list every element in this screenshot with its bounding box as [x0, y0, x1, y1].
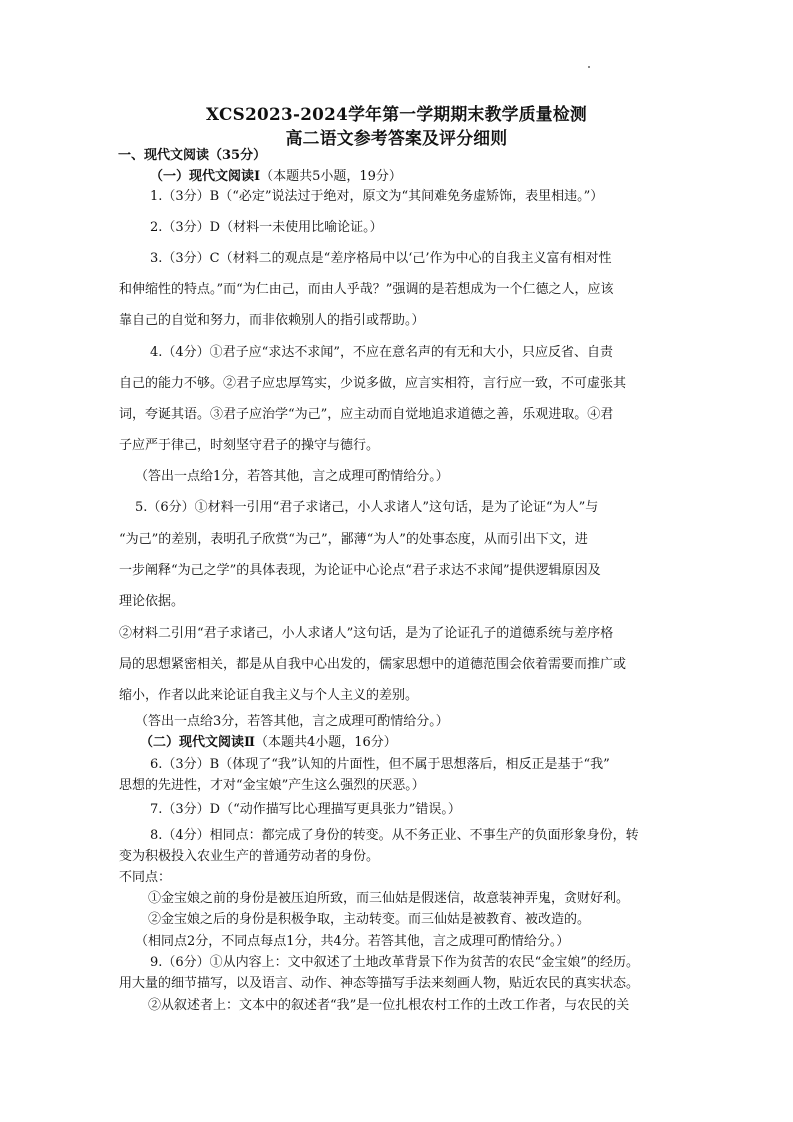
answer-q4-line: 4.（4分）①君子应“求达不求闻”，不应在意名声的有无和大小，只应反省、自责 — [150, 345, 613, 360]
document-title-line2: 高二语文参考答案及评分细则 — [285, 128, 508, 148]
part1-heading — [150, 169, 402, 185]
part2-heading-note: （本题共4小题，16分） — [254, 735, 397, 750]
scoring-note-q8: （相同点2分，不同点每点1分，共4分。若答其他，言之成理可酌情给分。） — [135, 934, 570, 949]
answer-q8-line: 变为积极投入农业生产的普通劳动者的身份。 — [119, 849, 380, 864]
answer-q5-line: “为己”的差别，表明孔子欣赏“为己”，鄙薄“为人”的处事态度，从而引出下文，进 — [119, 532, 588, 547]
answer-q8-line: ②金宝娘之后的身份是积极争取，主动转变。而三仙姑是被教育、被改造的。 — [148, 912, 591, 927]
part2-heading — [140, 735, 397, 751]
answer-q4-line: 自己的能力不够。②君子应忠厚笃实，少说多做，应言实相符，言行应一致，不可虚张其 — [119, 376, 627, 391]
scan-speck — [588, 66, 590, 68]
answer-q1: 1.（3分）B（“必定”说法过于绝对，原文为“其间难免务虚矫饰，表里相违。”） — [150, 189, 604, 204]
answer-q9-line: 用大量的细节描写，以及语言、动作、神态等描写手法来刻画人物，贴近农民的真实状态。 — [119, 976, 640, 991]
answer-q3-line: 3.（3分）C（材料二的观点是“差序格局中以‘己’作为中心的自我主义富有相对性 — [150, 251, 612, 266]
answer-q5-line: 缩小，作者以此来论证自我主义与个人主义的差别。 — [119, 688, 419, 703]
answer-q9-line: ②从叙述者上：文本中的叙述者“我”是一位扎根农村工作的土改工作者，与农民的关 — [148, 998, 630, 1013]
answer-q5-line: 5.（6分）①材料一引用“君子求诸己，小人求诸人”这句话，是为了论证“为人”与 — [135, 500, 599, 515]
answer-q6-line: 思想的先进性，才对“金宝娘”产生这么强烈的厌恶。） — [119, 778, 425, 793]
answer-q3-line: 和伸缩性的特点。”而“为仁由己，而由人乎哉？”强调的是若想成为一个仁德之人，应该 — [119, 282, 614, 297]
answer-q8-line: 8.（4分）相同点：都完成了身份的转变。从不务正业、不事生产的负面形象身份，转 — [150, 828, 639, 843]
answer-q5-line: 一步阐释“为己之学”的具体表现，为论证中心论点“君子求达不求闻”提供逻辑原因及 — [119, 563, 601, 578]
document-title-line1: XCS2023-2024学年第一学期期末教学质量检测 — [206, 104, 587, 124]
answer-q9-line: 9.（6分）①从内容上：文中叙述了土地改革背景下作为贫苦的农民“金宝娘”的经历。 — [150, 955, 639, 970]
answer-q8-line: 不同点： — [119, 870, 172, 885]
answer-q5-line: ②材料二引用“君子求诸己，小人求诸人”这句话，是为了论证孔子的道德系统与差序格 — [119, 626, 614, 641]
answer-q5-line: 理论依据。 — [119, 594, 185, 609]
section-heading-reading: 一、现代文阅读（35分） — [118, 148, 267, 163]
answer-q2: 2.（3分）D（材料一未使用比喻论证。） — [150, 220, 383, 235]
scoring-note-q5: （答出一点给3分，若答其他，言之成理可酌情给分。） — [135, 714, 449, 729]
answer-q4-line: 词，夸诞其语。③君子应治学“为己”，应主动而自觉地追求道德之善，乐观进取。④君 — [119, 407, 614, 422]
answer-q3-line: 靠自己的自觉和努力，而非依赖别人的指引或帮助。） — [119, 313, 425, 328]
answer-q6-line: 6.（3分）B（体现了“我”认知的片面性，但不属于思想落后，相反正是基于“我” — [150, 757, 610, 772]
answer-q4-line: 子应严于律己，时刻坚守君子的操守与德行。 — [119, 438, 380, 453]
part1-heading-note: （本题共5小题，19分） — [260, 169, 402, 184]
answer-q8-line: ①金宝娘之前的身份是被压迫所致，而三仙姑是假迷信，故意装神弄鬼，贪财好利。 — [148, 891, 630, 906]
part1-heading-label: （一）现代文阅读Ⅰ — [150, 169, 261, 184]
scoring-note-q4: （答出一点给1分，若答其他，言之成理可酌情给分。） — [135, 469, 449, 484]
answer-q7: 7.（3分）D（“动作描写比心理描写更具张力”错误。） — [150, 802, 461, 817]
answer-q5-line: 局的思想紧密相关，都是从自我中心出发的，儒家思想中的道德范围会依着需要而推广或 — [119, 657, 627, 672]
part2-heading-label: （二）现代文阅读Ⅱ — [140, 735, 255, 750]
